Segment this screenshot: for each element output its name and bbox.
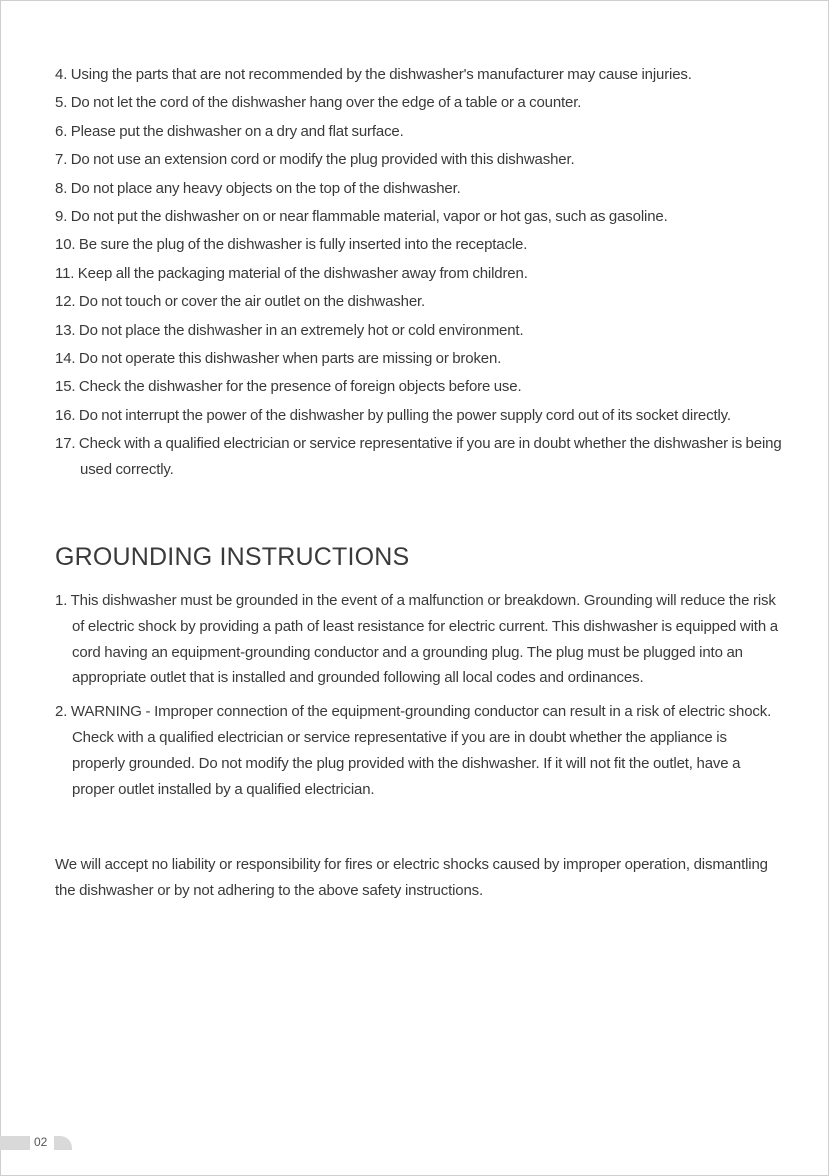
grounding-item: 2. WARNING - Improper connection of the equipment-grounding conductor can result in a risk of electric shock. Check with a qualified electrician or service representative if you are in doubt whether the appliance is properly grounded. Do not modify the plug provided with the dishwasher. If it will not fit the outlet, have a proper outlet installed by a qualified electrician. bbox=[55, 703, 772, 798]
list-item: 17. Check with a qualified electrician or service representative if you are in doubt whether the dishwasher is being used correctly. bbox=[55, 435, 782, 479]
list-item: 6. Please put the dishwasher on a dry and flat surface. bbox=[55, 122, 404, 140]
list-item: 15. Check the dishwasher for the presence of foreign objects before use. bbox=[55, 378, 522, 396]
safety-instructions-list bbox=[55, 62, 785, 485]
list-item: 10. Be sure the plug of the dishwasher is fully inserted into the receptacle. bbox=[55, 236, 528, 254]
list-item: 12. Do not touch or cover the air outlet on the dishwasher. bbox=[55, 293, 426, 311]
list-item: 8. Do not place any heavy objects on the top of the dishwasher. bbox=[55, 179, 461, 197]
footer-bar bbox=[0, 1136, 30, 1150]
list-item: 13. Do not place the dishwasher in an extremely hot or cold environment. bbox=[55, 321, 524, 339]
list-item: 7. Do not use an extension cord or modify the plug provided with this dishwasher. bbox=[55, 151, 575, 169]
liability-disclaimer: We will accept no liability or responsibility for fires or electric shocks caused by improper operation, dismantling the dishwasher or by not adhering to the above safety instructions. bbox=[55, 856, 768, 899]
list-item: 16. Do not interrupt the power of the dishwasher by pulling the power supply cord out of its socket directly. bbox=[55, 406, 731, 424]
section-title-grounding: GROUNDING INSTRUCTIONS bbox=[55, 543, 410, 571]
page-number: 02 bbox=[34, 1135, 48, 1149]
list-item: 5. Do not let the cord of the dishwasher hang over the edge of a table or a counter. bbox=[55, 94, 582, 112]
list-item: 11. Keep all the packaging material of the dishwasher away from children. bbox=[55, 264, 528, 282]
list-item: 4. Using the parts that are not recommended by the dishwasher's manufacturer may cause injuries. bbox=[55, 66, 692, 83]
list-item: 9. Do not put the dishwasher on or near flammable material, vapor or hot gas, such as gasoline. bbox=[55, 207, 668, 225]
footer-tab-shape bbox=[54, 1136, 72, 1150]
grounding-item: 1. This dishwasher must be grounded in the event of a malfunction or breakdown. Grounding will reduce the risk of electric shock by providing a path of least resistance for electric current. This dishwasher is equipped with a cord having an equipment-grounding conductor and a grounding plug. The plug must be plugged into an appropriate outlet that is installed and grounded following all local codes and ordinances. bbox=[55, 592, 778, 687]
list-item: 14. Do not operate this dishwasher when parts are missing or broken. bbox=[55, 349, 502, 367]
grounding-instructions-list bbox=[55, 588, 780, 810]
